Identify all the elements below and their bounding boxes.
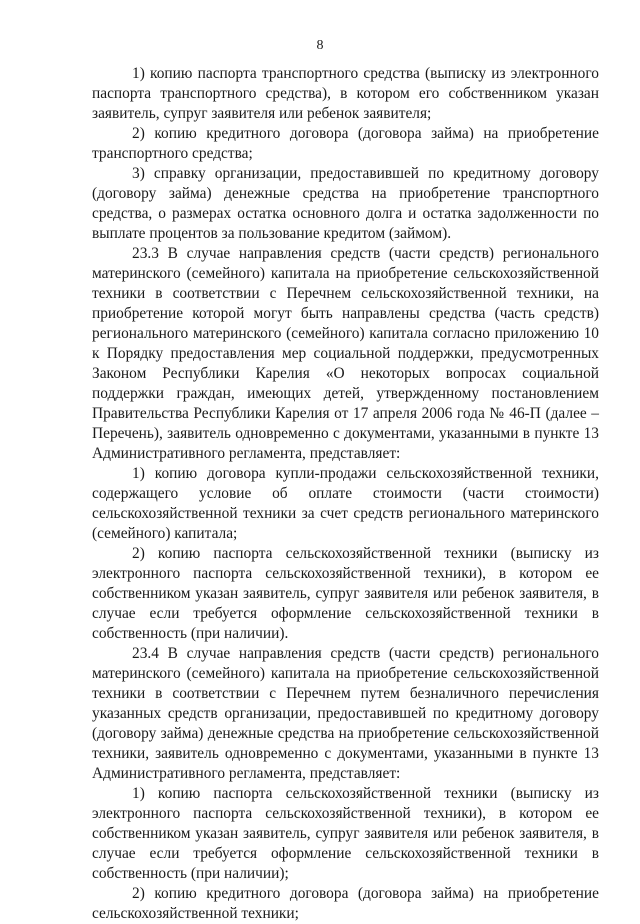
paragraph-5: 1) копию договора купли-продажи сельскохозяйственной техники, содержащего условие об оплате стоимости (части стоимости) сельскохозяйственной техники за счет средств регионального материнского (семейного) капитала;	[92, 465, 599, 542]
paragraph-6: 2) копию паспорта сельскохозяйственной техники (выписку из электронного паспорта сельскохозяйственной техники), в котором ее собственником указан заявитель, супруг заявителя или ребенок заявителя, в случае если требуется оформление сельскохозяйственной техники в собственность (при наличии).	[92, 545, 599, 642]
paragraph-8: 1) копию паспорта сельскохозяйственной техники (выписку из электронного паспорта сельскохозяйственной техники), в котором ее собственником указан заявитель, супруг заявителя или ребенок заявителя, в случае если требуется оформление сельскохозяйственной техники в собственность (при наличии);	[92, 785, 599, 882]
paragraph-4: 23.3 В случае направления средств (части средств) регионального материнского (семейного) капитала на приобретение сельскохозяйственной техники в соответствии с Перечнем сельскохозяйственной техники, на приобретение которой могут быть направлены средства (часть средств) регионального материнского (семейного) капитала согласно приложению 10 к Порядку предоставления мер социальной поддержки, предусмотренных Законом Республики Карелия «О некоторых вопросах социальной поддержки граждан, имеющих детей, утвержденному постановлением Правительства Республики Карелия от 17 апреля 2006 года № 46-П (далее – Перечень), заявитель одновременно с документами, указанными в пункте 13 Административного регламента, представляет:	[92, 245, 599, 462]
paragraph-7: 23.4 В случае направления средств (части средств) регионального материнского (семейного) капитала на приобретение сельскохозяйственной техники в соответствии с Перечнем путем безналичного перечисления указанных средств организации, предоставившей по кредитному договору (договору займа) денежные средства на приобретение сельскохозяйственной техники, заявитель одновременно с документами, указанными в пункте 13 Административного регламента, представляет:	[92, 645, 599, 782]
document-body	[92, 64, 599, 924]
page-number: 8	[316, 38, 324, 53]
paragraph-1: 1) копию паспорта транспортного средства (выписку из электронного паспорта транспортного средства), в котором его собственником указан заявитель, супруг заявителя или ребенок заявителя;	[92, 65, 599, 122]
paragraph-9: 2) копию кредитного договора (договора займа) на приобретение сельскохозяйственной техники;	[92, 885, 599, 922]
paragraph-3: 3) справку организации, предоставившей по кредитному договору (договору займа) денежные средства на приобретение транспортного средства, о размерах остатка основного долга и остатка задолженности по выплате процентов за пользование кредитом (займом).	[92, 165, 599, 242]
paragraph-2: 2) копию кредитного договора (договора займа) на приобретение транспортного средства;	[92, 125, 599, 162]
